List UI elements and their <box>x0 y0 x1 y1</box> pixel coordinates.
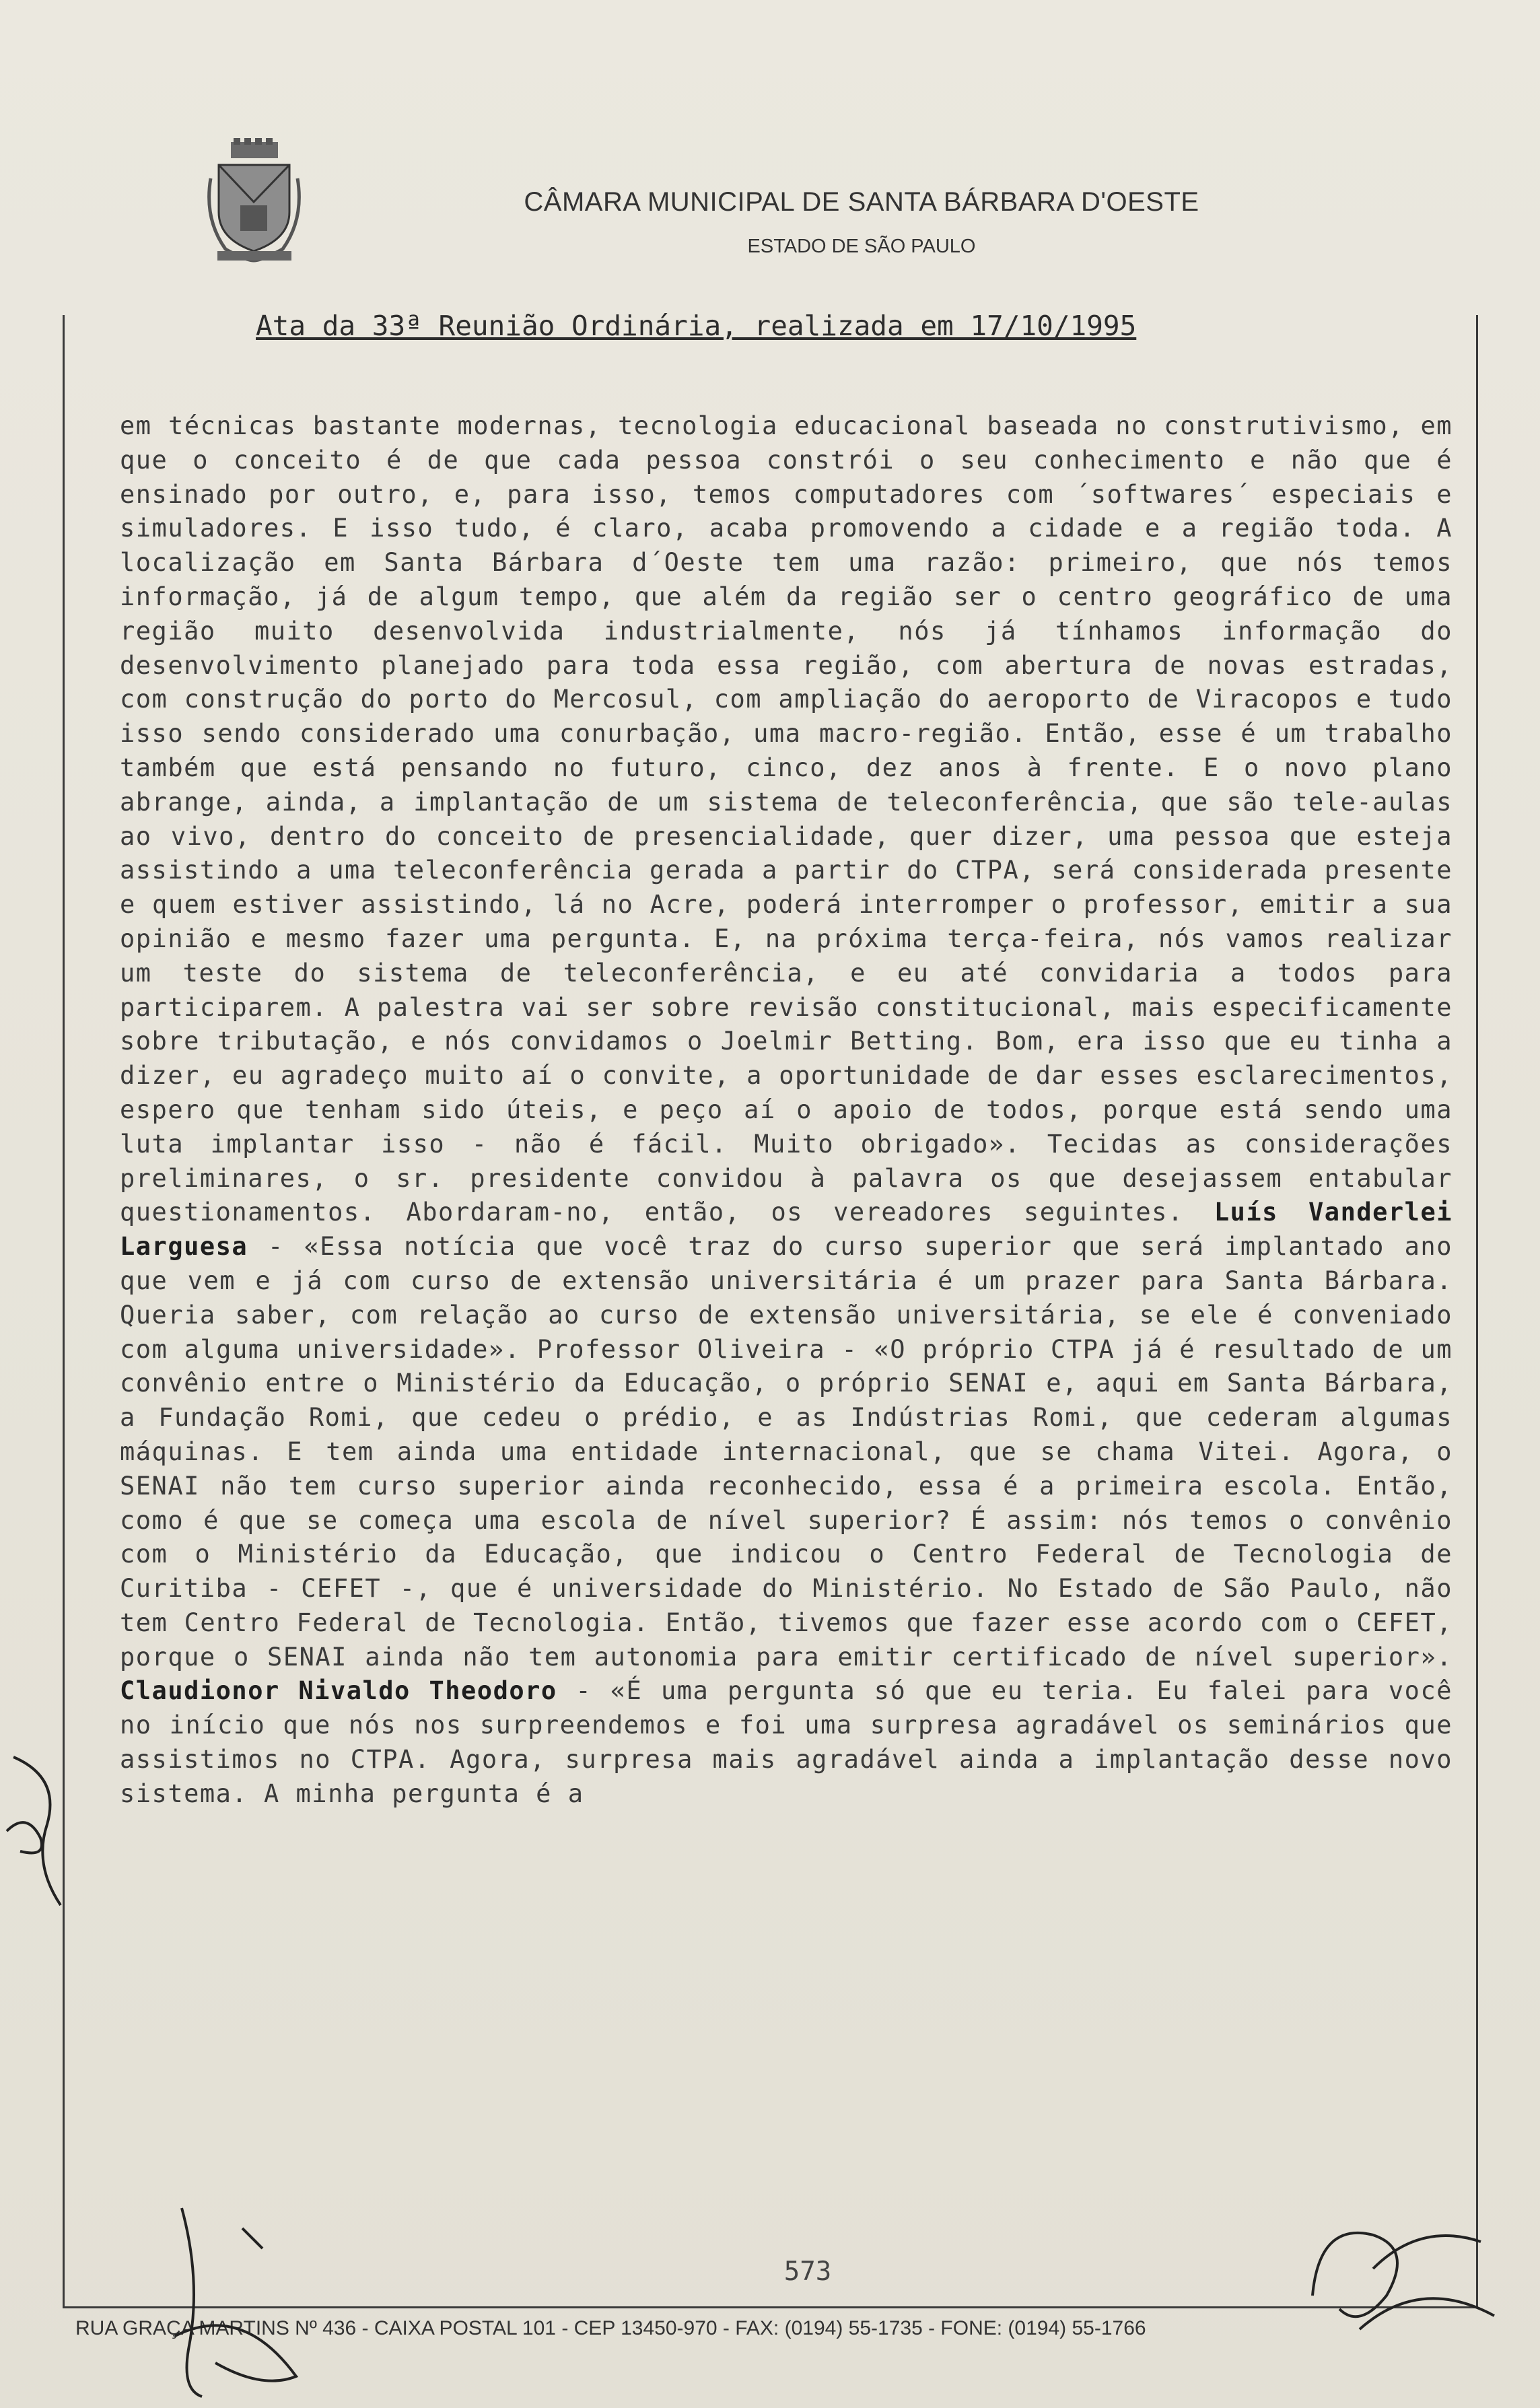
minutes-text-part-2: - «Essa notícia que você traz do curso superior que será implantado ano que vem e já com curso de extensão universitária é um prazer para Santa Bárbara. Queria saber, com relação ao curso de extensão universitária, se ele é conveniado com alguma universidade». Professor Oliveira - «O próprio CTPA já é resultado de um convênio entre o Ministério da Educação, o próprio SENAI e, aqui em Santa Bárbara, a Fundação Romi, que cedeu o prédio, e as Indústrias Romi, que cederam algumas máquinas. E tem ainda uma entidade internacional, que se chama Vitei. Agora, o SENAI não tem curso superior ainda reconhecido, essa é a primeira escola. Então, como é que se começa uma escola de nível superior? É assim: nós temos o convênio com o Ministério da Educação, que indicou o Centro Federal de Tecnologia de Curitiba - CEFET -, que é universidade do Ministério. No Estado de São Paulo, não tem Centro Federal de Tecnologia. Então, tivemos que fazer esse acordo com o CEFET, porque o SENAI ainda não tem autonomia para emitir certificado de nível superior». <box>120 1232 1452 1672</box>
speaker-name: Claudionor Nivaldo Theodoro <box>120 1676 557 1706</box>
page-border-left <box>63 315 65 2308</box>
minutes-body <box>120 409 1452 2187</box>
state-name: ESTADO DE SÃO PAULO <box>747 236 976 257</box>
minutes-paragraph <box>120 409 1452 1812</box>
footer-address: RUA GRAÇA MARTINS Nº 436 - CAIXA POSTAL 101 - CEP 13450-970 - FAX: (0194) 55-1735 - FONE: (0194) 55-1766 <box>75 2317 1146 2339</box>
signature-bottom-left-icon <box>162 2201 323 2403</box>
page-border-right <box>1476 315 1478 2308</box>
signature-left-margin-icon <box>0 1750 74 1925</box>
municipal-coat-of-arms-icon <box>205 138 303 263</box>
signature-bottom-right-icon <box>1299 2195 1501 2343</box>
institution-name: CÂMARA MUNICIPAL DE SANTA BÁRBARA D'OESTE <box>524 187 1199 217</box>
minutes-title: Ata da 33ª Reunião Ordinária, realizada em 17/10/1995 <box>256 310 1137 342</box>
minutes-text-part-3: - «É uma pergunta só que eu teria. Eu falei para você no início que nós nos surpreendemos e foi uma surpresa agradável os seminários que assistimos no CTPA. Agora, surpresa mais agradável ainda a implantação desse novo sistema. A minha pergunta é a <box>120 1676 1452 1808</box>
minutes-text-part-1: em técnicas bastante modernas, tecnologia educacional baseada no construtivismo, em que o conceito é de que cada pessoa constrói o seu conhecimento e não que é ensinado por outro, e, para isso, temos computadores com ´softwares´ especiais e simuladores. E isso tudo, é claro, acaba promovendo a cidade e a região toda. A localização em Santa Bárbara d´Oeste tem uma razão: primeiro, que nós temos informação, já de algum tempo, que além da região ser o centro geográfico de uma região muito desenvolvida industrialmente, nós já tínhamos informação do desenvolvimento planejado para toda essa região, com abertura de novas estradas, com construção do porto do Mercosul, com ampliação do aeroporto de Viracopos e tudo isso sendo considerado uma conurbação, uma macro-região. Então, esse é um trabalho também que está pensando no futuro, cinco, dez anos à frente. E o novo plano abrange, ainda, a implantação de um sistema de teleconferência, que são tele-aulas ao vivo, dentro do conceito de presencialidade, quer dizer, uma pessoa que esteja assistindo a uma teleconferência gerada a partir do CTPA, será considerada presente e quem estiver assistindo, lá no Acre, poderá interromper o professor, emitir a sua opinião e mesmo fazer uma pergunta. E, na próxima terça-feira, nós vamos realizar um teste do sistema de teleconferência, e eu até convidaria a todos para participarem. A palestra vai ser sobre revisão constitucional, mais especificamente sobre tributação, e nós convidamos o Joelmir Betting. Bom, era isso que eu tinha a dizer, eu agradeço muito aí o convite, a oportunidade de dar esses esclarecimentos, espero que tenham sido úteis, e peço aí o apoio de todos, porque está sendo uma luta implantar isso - não é fácil. Muito obrigado». Tecidas as considerações preliminares, o sr. presidente convidou à palavra os que desejassem entabular questionamentos. Abordaram-no, então, os vereadores seguintes. <box>120 411 1452 1227</box>
speaker-name: Luís Vanderlei Larguesa <box>120 1198 1452 1262</box>
page-number: 573 <box>783 2257 832 2287</box>
